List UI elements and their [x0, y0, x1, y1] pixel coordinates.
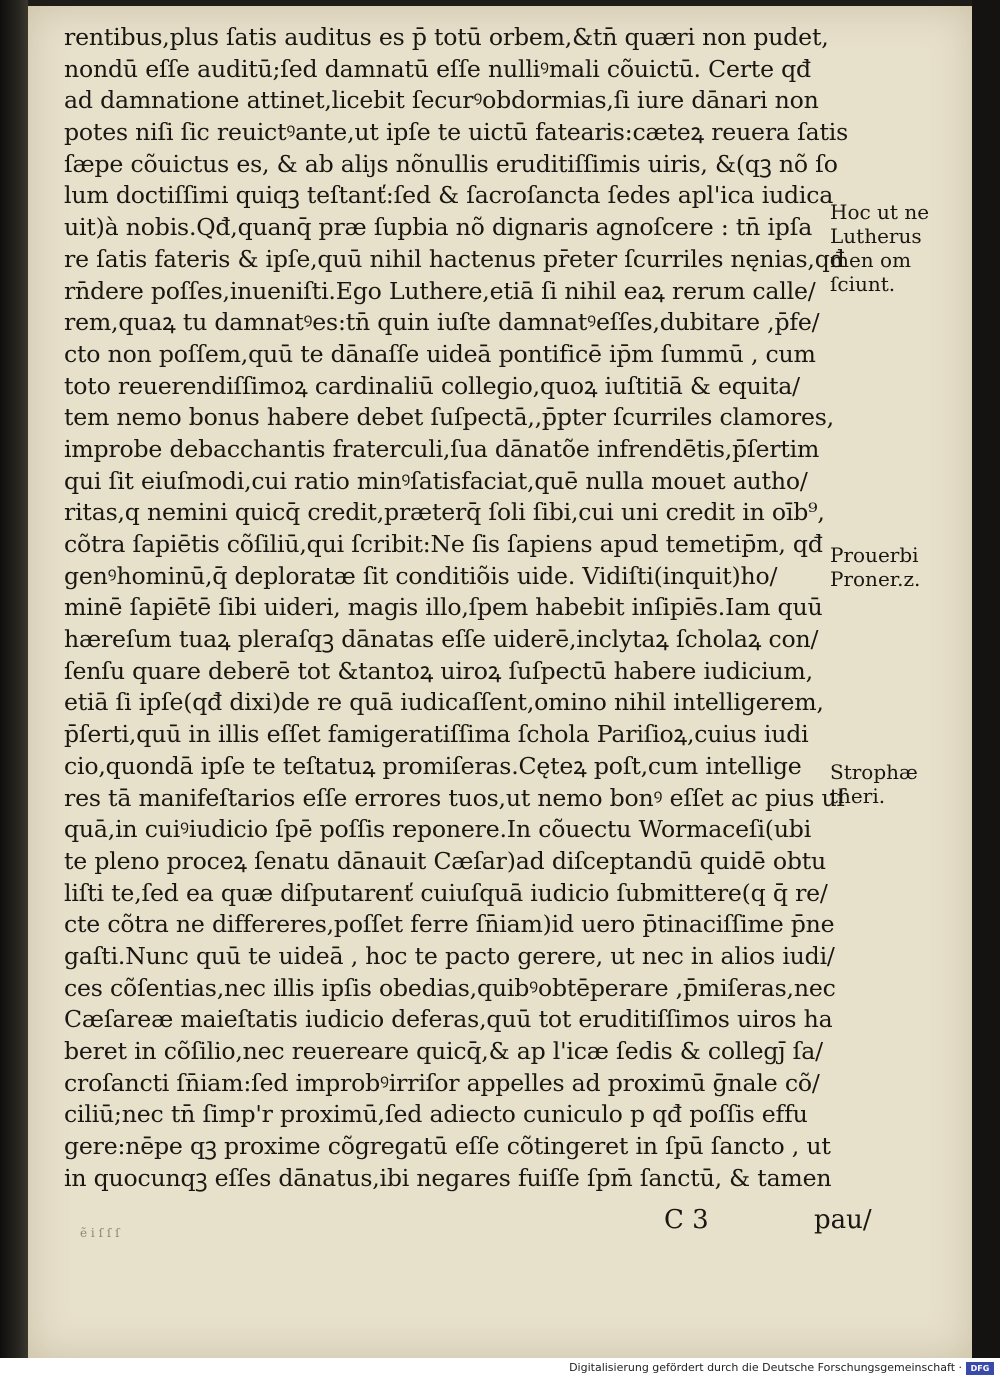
book-spine: [0, 0, 28, 1358]
text-line: liſti te,ſed ea quæ diſputarenť cuiuſquā iudicio ſubmittere(q q̄ re/: [64, 878, 828, 907]
text-line: ritas,q nemini quicq̄ credit,præterq̄ ſoli ſibi,cui uni credit in oīb⁹,: [64, 498, 825, 527]
footer-bar: [0, 1358, 1000, 1381]
text-line: toto reuerendiſſimoꝝ cardinaliū collegio,quoꝝ iuſtitiā & equita/: [64, 371, 800, 400]
margin-note-line: Hoc ut ne: [830, 200, 930, 224]
text-line: cto non poſſem,quū te dānaſſe uideā pontificē ip̄m ſummū , cum: [64, 339, 816, 368]
margin-note-stropha: [830, 760, 945, 808]
text-line: ſenſu quare deberē tot &tantoꝝ uiroꝝ ſuſpectū habere iudicium,: [64, 656, 813, 685]
text-line: Cæſareæ maieſtatis iudicio deferas,quū tot eruditiſſimos uiros ha: [64, 1005, 833, 1034]
text-line: improbe debacchantis fraterculi,ſua dānatõe infrendētis,p̄ſertim: [64, 434, 820, 463]
text-line: croſancti ſn̄iam:ſed improbꝰirriſor appelles ad proximū ḡnale cõ/: [64, 1068, 820, 1097]
text-line: quā,in cuiꝰiudicio ſpē poſſis reponere.In cõuectu Wormaceſi(ubi: [64, 815, 812, 844]
text-line: minē ſapiētē ſibi uideri, magis illo,ſpem habebit inſipiēs.Iam quū: [64, 593, 823, 622]
text-line: nondū eſſe auditū;ſed damnatū eſſe nulliꝰmali cõuictū. Certe qđ: [64, 54, 811, 83]
text-line: p̄ſerti,quū in illis eſſet famigeratiſſima ſchola Pariſioꝝ,cuius iudi: [64, 720, 809, 749]
text-line: in quocunqꝫ eſſes dānatus,ibi negares fuiſſe ſpm̄ ſanctū, & tamen: [64, 1163, 832, 1192]
text-line: gaſti.Nunc quū te uideā , hoc te pacto gerere, ut nec in alios iudi/: [64, 941, 835, 970]
text-line: potes niſi ſic reuictꝰante,ut ipſe te uictū fatearis:cæteꝝ reuera ſatis: [64, 118, 849, 147]
margin-note-prouerbi: [830, 543, 945, 591]
text-line: cõtra ſapiētis cõſiliū,qui ſcribit:Ne ſis ſapiens apud temetip̄m, qđ: [64, 530, 823, 558]
text-line: res tā manifeſtarios eſſe errores tuos,ut nemo bonꝰ eſſet ac pius uſ: [64, 783, 845, 812]
margin-note-line: Prouerbi: [830, 543, 919, 567]
text-line: ces cõſentias,nec illis ipſis obedias,quibꝰobtēperare ,p̄miſeras,nec: [64, 973, 836, 1002]
text-line: uit)à nobis.Qđ,quanq̄ præ ſupbia nõ dignaris agnoſcere : tn̄ ipſa: [64, 213, 813, 242]
text-line: etiā ſi ipſe(qđ dixi)de re quā iudicaſſent,omino nihil intelligerem,: [64, 688, 824, 717]
catchword: pau/: [814, 1205, 872, 1235]
text-line: re ſatis fateris & ipſe,quū nihil hactenus pr̄eter ſcurriles nęnias,qđ: [64, 244, 845, 273]
text-line: hæreſum tuaꝝ pleraſqꝫ dānatas eſſe uiderē,inclytaꝝ ſcholaꝝ con/: [64, 625, 819, 654]
margin-note-line: men om: [830, 248, 912, 272]
text-line: ad damnatione attinet,licebit ſecurꝰobdormias,ſi iure dānari non: [64, 86, 819, 115]
text-line: tem nemo bonus habere debet ſuſpectā,,p̄pter ſcurriles clamores,: [64, 403, 834, 432]
text-line: cio,quondā ipſe te teſtatuꝝ promiſeras.Cęteꝝ poſt,cum intellige: [64, 751, 802, 780]
text-line: rem,quaꝝ tu damnatꝰes:tn̄ quin iuſte damnatꝰeſſes,dubitare ,p̄fe/: [64, 308, 820, 337]
text-line: ſæpe cõuictus es, & ab aliȷs nõnullis eruditiſſimis uiris, &(qꝫ nõ ſo: [64, 149, 838, 178]
text-line: lum doctiſſimi quiqꝫ teſtanť:ſed & ſacroſancta ſedes apl'ica iudica: [64, 181, 834, 210]
text-line: qui ſit eiuſmodi,cui ratio minꝰſatisfaciat,quē nulla mouet autho/: [64, 466, 808, 495]
margin-note-line: Strophæ: [830, 760, 918, 784]
text-line: gere:nēpe qꝫ proxime cõgregatū eſſe cõtingeret in ſpū ſancto , ut: [64, 1132, 831, 1161]
margin-note-line: Lutherus: [830, 224, 922, 248]
footer-credit: Digitalisierung gefördert durch die Deutsche Forschungsgemeinschaft ·: [569, 1361, 962, 1374]
text-line: rn̄dere poſſes,inueniſti.Ego Luthere,etiā ſi nihil eaꝝ rerum calle/: [64, 276, 816, 305]
text-line: genꝰhominū,q̄ deploratæ ſit conditiõis uide. Vidiſti(inquit)ho/: [64, 561, 778, 590]
signature-mark: C 3: [664, 1205, 709, 1235]
right-edge: [972, 0, 1000, 1358]
text-line: cte cõtra ne differeres,poſſet ferre ſn̄iam)id uero p̄tinaciſſime p̄ne: [64, 910, 835, 939]
dfg-logo-icon: DFG: [966, 1362, 994, 1375]
margin-note-line: theri.: [830, 784, 886, 808]
main-text-block: [64, 22, 854, 1194]
margin-note-hoc: [830, 200, 945, 296]
ink-smudge: ẽ i ſ ſ ſ: [80, 1226, 120, 1240]
text-line: rentibus,plus ſatis auditus es p̄ totū orbem,&tn̄ quæri non pudet,: [64, 23, 829, 51]
text-line: beret in cõſilio,nec reuereare quicq̄,& ap l'icæ ſedis & collegȷ̄ ſa/: [64, 1037, 823, 1065]
text-line: ciliū;nec tn̄ ſimp'r proximū,ſed adiecto cuniculo p qđ poſſis effu: [64, 1100, 808, 1129]
text-line: te pleno proceꝝ ſenatu dānauit Cæſar)ad diſceptandū quidē obtu: [64, 846, 827, 875]
margin-note-line: ſciunt.: [830, 272, 896, 296]
margin-note-line: Proner.z.: [830, 567, 921, 591]
